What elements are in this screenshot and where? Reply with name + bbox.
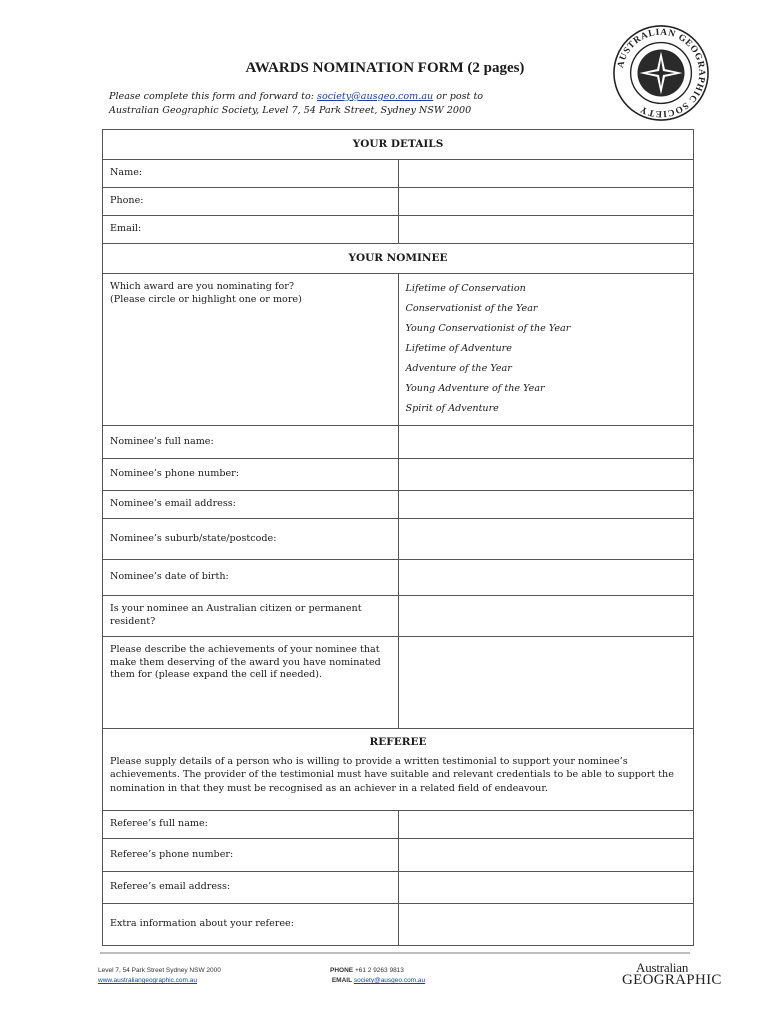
nominee-citizen-field[interactable]	[398, 596, 694, 637]
footer-address: Level 7, 54 Park Street Sydney NSW 2000	[98, 967, 221, 974]
referee-extra-label: Extra information about your referee:	[103, 904, 399, 946]
name-field[interactable]	[398, 160, 694, 188]
name-label: Name:	[103, 160, 399, 188]
award-question-cell	[103, 274, 399, 426]
logo-line-1: Australian	[636, 960, 689, 975]
award-options	[398, 274, 694, 426]
footer-phone-value: +61 2 9263 9813	[354, 967, 404, 974]
email-label: Email:	[103, 216, 399, 244]
award-question: Which award are you nominating for?	[110, 281, 294, 292]
award-instruction: (Please circle or highlight one or more)	[110, 293, 302, 305]
australian-geographic-logo	[622, 958, 722, 994]
instructions-suffix: or post to	[433, 91, 484, 102]
referee-section	[103, 729, 694, 811]
email-field[interactable]	[398, 216, 694, 244]
instructions-prefix: Please complete this form and forward to:	[109, 91, 318, 102]
award-option[interactable]: Young Adventure of the Year	[405, 383, 545, 394]
nominee-email-label: Nominee’s email address:	[103, 491, 399, 519]
referee-phone-field[interactable]	[398, 839, 694, 872]
nominee-suburb-field[interactable]	[398, 519, 694, 560]
svg-text:AUSTRALIAN GEOGRAPHIC SOCIETY: AUSTRALIAN GEOGRAPHIC SOCIETY	[616, 27, 707, 119]
footer-contact-block	[330, 966, 425, 986]
nominee-dob-label: Nominee’s date of birth:	[103, 560, 399, 596]
nominee-phone-label: Nominee’s phone number:	[103, 459, 399, 491]
footer-address-block	[98, 966, 221, 986]
nominee-phone-field[interactable]	[398, 459, 694, 491]
award-option[interactable]: Spirit of Adventure	[405, 403, 499, 414]
footer-email-link[interactable]: society@ausgeo.com.au	[353, 977, 426, 984]
postal-address: Australian Geographic Society, Level 7, 54 Park Street, Sydney NSW 2000	[109, 105, 472, 116]
nominee-suburb-label: Nominee’s suburb/state/postcode:	[103, 519, 399, 560]
society-email-link[interactable]: society@ausgeo.com.au	[317, 91, 434, 102]
footer-email-label: EMAIL	[331, 977, 353, 984]
nominee-full-name-label: Nominee’s full name:	[103, 426, 399, 459]
form-title: AWARDS NOMINATION FORM (2 pages)	[245, 60, 525, 76]
referee-phone-label: Referee’s phone number:	[103, 839, 399, 872]
nominee-dob-field[interactable]	[398, 560, 694, 596]
form-instructions	[109, 90, 529, 118]
your-details-heading: YOUR DETAILS	[103, 130, 694, 160]
referee-heading: REFEREE	[369, 736, 427, 748]
nomination-form-table	[102, 129, 694, 946]
footer-website-link[interactable]: www.australiangeographic.com.au	[98, 977, 197, 984]
footer-phone-label: PHONE	[330, 967, 354, 974]
nominee-achievements-field[interactable]	[398, 637, 694, 729]
your-nominee-heading: YOUR NOMINEE	[103, 244, 694, 274]
award-option[interactable]: Conservationist of the Year	[405, 303, 538, 314]
referee-full-name-field[interactable]	[398, 811, 694, 839]
footer-divider	[100, 952, 690, 954]
referee-email-label: Referee’s email address:	[103, 872, 399, 904]
referee-full-name-label: Referee’s full name:	[103, 811, 399, 839]
award-option[interactable]: Lifetime of Conservation	[405, 283, 526, 294]
nominee-email-field[interactable]	[398, 491, 694, 519]
award-option[interactable]: Young Conservationist of the Year	[405, 323, 571, 334]
phone-field[interactable]	[398, 188, 694, 216]
award-option[interactable]: Lifetime of Adventure	[405, 343, 512, 354]
award-option[interactable]: Adventure of the Year	[405, 363, 512, 374]
referee-extra-field[interactable]	[398, 904, 694, 946]
nominee-citizen-label: Is your nominee an Australian citizen or permanent resident?	[103, 596, 399, 637]
referee-email-field[interactable]	[398, 872, 694, 904]
nominee-full-name-field[interactable]	[398, 426, 694, 459]
phone-label: Phone:	[103, 188, 399, 216]
logo-line-2: GEOGRAPHIC	[622, 972, 722, 988]
nominee-achievements-label: Please describe the achievements of your nominee that make them deserving of the award you have nominated them for (please expand the cell if needed).	[103, 637, 399, 729]
referee-intro: Please supply details of a person who is willing to provide a written testimonial to support your nominee’s achievements. The provider of the testimonial must have suitable and relevant credentials to be able to support the nomination in that they must be recognised as an achiever in a related field of endeavour.	[110, 755, 674, 794]
